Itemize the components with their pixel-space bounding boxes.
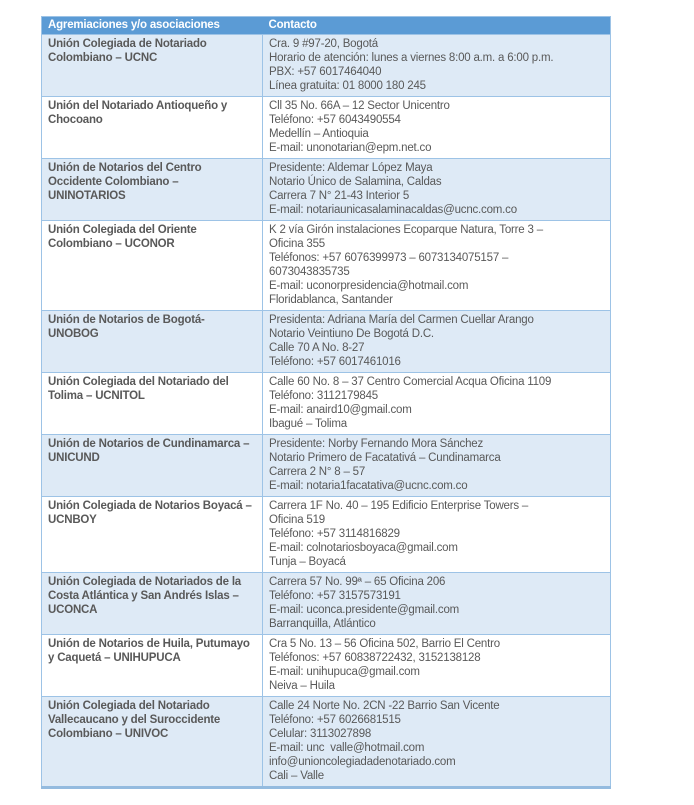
contact-line: 6073043835735 xyxy=(269,266,350,278)
contact-line: Teléfono: +57 6017461016 xyxy=(269,356,401,368)
association-name: Unión de Notarios de Huila, Putumayo y Caquetá – UNIHUPUCA xyxy=(42,635,263,697)
contact-line: Calle 24 Norte No. 2CN -22 Barrio San Vicente xyxy=(269,700,500,712)
contact-line: Presidente: Aldemar López Maya xyxy=(269,162,433,174)
contact-line: Celular: 3113027898 xyxy=(269,728,372,740)
contact-line: Barranquilla, Atlántico xyxy=(269,618,376,630)
association-contact xyxy=(263,221,611,311)
table-row xyxy=(42,373,611,435)
association-contact xyxy=(263,159,611,221)
contact-line: Neiva – Huila xyxy=(269,680,335,692)
contact-line: Calle 60 No. 8 – 37 Centro Comercial Acqua Oficina 1109 xyxy=(269,376,552,388)
association-name: Unión Colegiada del Notariado Vallecaucano y del Suroccidente Colombiano – UNIVOC xyxy=(42,697,263,788)
association-contact xyxy=(263,435,611,497)
contact-line: Oficina 519 xyxy=(269,514,325,526)
contact-line: Cll 35 No. 66A – 12 Sector Unicentro xyxy=(269,100,450,112)
contact-line: Carrera 7 N° 21-43 Interior 5 xyxy=(269,190,410,202)
contact-line: E-mail: unonotarian@epm.net.co xyxy=(269,142,432,154)
contact-line: E-mail: unc valle@hotmail.com xyxy=(269,742,425,754)
contact-line: Floridablanca, Santander xyxy=(269,294,393,306)
contact-line: Carrera 2 N° 8 – 57 xyxy=(269,466,366,478)
association-contact xyxy=(263,497,611,573)
contact-line: Notario Único de Salamina, Caldas xyxy=(269,176,442,188)
table-row xyxy=(42,635,611,697)
contact-line: Línea gratuita: 01 8000 180 245 xyxy=(269,80,426,92)
table-header-row xyxy=(42,17,611,35)
association-name: Unión de Notarios del Centro Occidente Colombiano – UNINOTARIOS xyxy=(42,159,263,221)
contact-line: Presidente: Norby Fernando Mora Sánchez xyxy=(269,438,484,450)
association-contact xyxy=(263,697,611,788)
table-row xyxy=(42,573,611,635)
contact-line: Cra. 9 #97-20, Bogotá xyxy=(269,38,378,50)
association-name: Unión del Notariado Antioqueño y Chocoano xyxy=(42,97,263,159)
table-row xyxy=(42,159,611,221)
contact-line: Teléfonos: +57 60838722432, 3152138128 xyxy=(269,652,481,664)
column-header-contact: Contacto xyxy=(263,17,611,35)
association-contact xyxy=(263,311,611,373)
table-header xyxy=(42,17,611,35)
contact-line: Cra 5 No. 13 – 56 Oficina 502, Barrio El Centro xyxy=(269,638,500,650)
contact-line: info@unioncolegiadadenotariado.com xyxy=(269,756,456,768)
table-row xyxy=(42,221,611,311)
contact-line: E-mail: notaria1facatativa@ucnc.com.co xyxy=(269,480,468,492)
table-row xyxy=(42,697,611,788)
associations-table xyxy=(41,16,611,789)
contact-line: E-mail: uconorpresidencia@hotmail.com xyxy=(269,280,469,292)
contact-line: Tunja – Boyacá xyxy=(269,556,346,568)
contact-line: Teléfono: +57 3114816829 xyxy=(269,528,400,540)
association-contact xyxy=(263,635,611,697)
table-row xyxy=(42,435,611,497)
contact-line: E-mail: unihupuca@gmail.com xyxy=(269,666,420,678)
contact-line: Horario de atención: lunes a viernes 8:00 a.m. a 6:00 p.m. xyxy=(269,52,554,64)
association-name: Unión Colegiada de Notariado Colombiano – UCNC xyxy=(42,35,263,97)
contact-line: Teléfonos: +57 6076399973 – 6073134075157 – xyxy=(269,252,509,264)
contact-line: Cali – Valle xyxy=(269,770,324,782)
contact-line: E-mail: anaird10@gmail.com xyxy=(269,404,412,416)
association-name: Unión de Notarios de Cundinamarca – UNICUND xyxy=(42,435,263,497)
associations-table-body xyxy=(42,35,611,788)
contact-line: Oficina 355 xyxy=(269,238,325,250)
table-row xyxy=(42,97,611,159)
contact-line: Teléfono: +57 3157573191 xyxy=(269,590,401,602)
association-name: Unión de Notarios de Bogotá- UNOBOG xyxy=(42,311,263,373)
table-row xyxy=(42,311,611,373)
contact-line: Carrera 57 No. 99ª – 65 Oficina 206 xyxy=(269,576,446,588)
contact-line: Notario Primero de Facatativá – Cundinamarca xyxy=(269,452,501,464)
contact-line: K 2 vía Girón instalaciones Ecoparque Natura, Torre 3 – xyxy=(269,224,543,236)
contact-line: Carrera 1F No. 40 – 195 Edificio Enterprise Towers – xyxy=(269,500,529,512)
association-name: Unión Colegiada del Oriente Colombiano – UCONOR xyxy=(42,221,263,311)
association-contact xyxy=(263,35,611,97)
contact-line: Teléfono: +57 6043490554 xyxy=(269,114,401,126)
table-row xyxy=(42,497,611,573)
association-contact xyxy=(263,573,611,635)
column-header-associations: Agremiaciones y/o asociaciones xyxy=(42,17,263,35)
contact-line: Medellín – Antioquia xyxy=(269,128,369,140)
contact-line: PBX: +57 6017464040 xyxy=(269,66,382,78)
association-contact xyxy=(263,97,611,159)
association-name: Unión Colegiada de Notariados de la Costa Atlántica y San Andrés Islas – UCONCA xyxy=(42,573,263,635)
association-name: Unión Colegiada de Notarios Boyacá – UCNBOY xyxy=(42,497,263,573)
contact-line: Teléfono: +57 6026681515 xyxy=(269,714,401,726)
contact-line: Presidenta: Adriana María del Carmen Cuellar Arango xyxy=(269,314,534,326)
contact-line: Ibagué – Tolima xyxy=(269,418,347,430)
contact-line: Calle 70 A No. 8-27 xyxy=(269,342,365,354)
contact-line: Notario Veintiuno De Bogotá D.C. xyxy=(269,328,434,340)
contact-line: E-mail: notariaunicasalaminacaldas@ucnc.com.co xyxy=(269,204,517,216)
association-contact xyxy=(263,373,611,435)
contact-line: Teléfono: 3112179845 xyxy=(269,390,378,402)
contact-line: E-mail: colnotariosboyaca@gmail.com xyxy=(269,542,458,554)
contact-line: E-mail: uconca.presidente@gmail.com xyxy=(269,604,460,616)
association-name: Unión Colegiada del Notariado del Tolima – UCNITOL xyxy=(42,373,263,435)
table-row xyxy=(42,35,611,97)
